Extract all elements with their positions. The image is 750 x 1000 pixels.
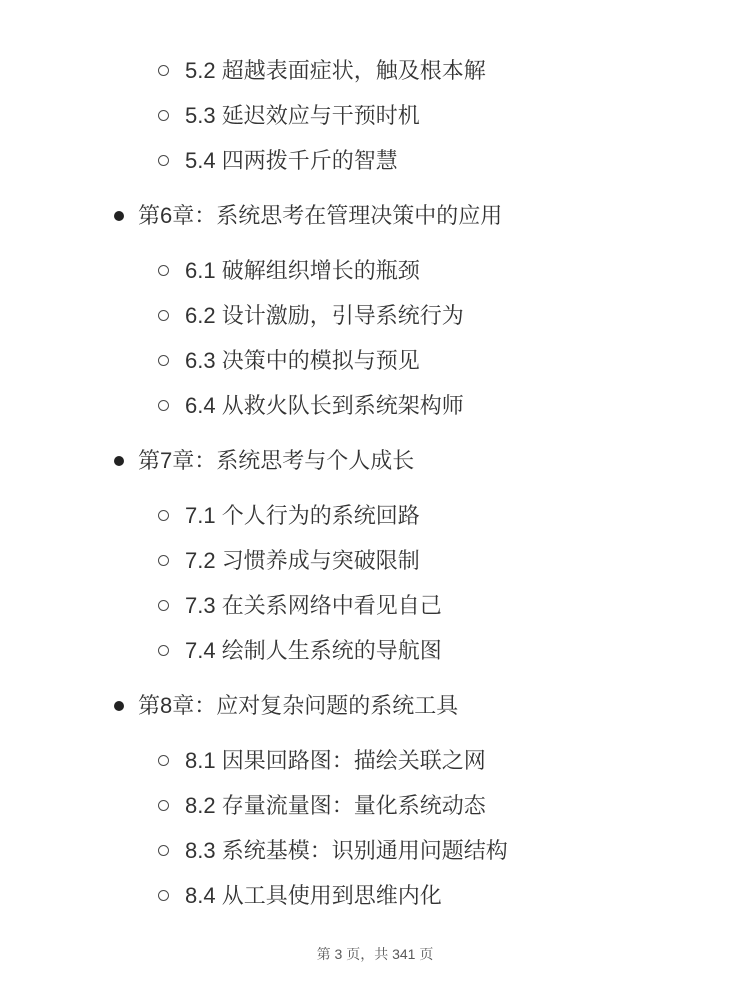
toc-section-label: 6.3 决策中的模拟与预见 <box>185 348 420 373</box>
toc-section-label: 7.3 在关系网络中看见自己 <box>185 593 442 618</box>
bullet-icon <box>114 701 124 711</box>
circle-bullet-icon <box>158 355 169 366</box>
toc-section-item <box>0 828 750 873</box>
toc-section-item <box>0 493 750 538</box>
circle-bullet-icon <box>158 110 169 121</box>
toc-chapter-label: 第8章：应对复杂问题的系统工具 <box>138 693 459 718</box>
circle-bullet-icon <box>158 890 169 901</box>
circle-bullet-icon <box>158 845 169 856</box>
circle-bullet-icon <box>158 65 169 76</box>
toc-section-label: 8.3 系统基模：识别通用问题结构 <box>185 838 508 863</box>
circle-bullet-icon <box>158 645 169 656</box>
toc-section-item <box>0 783 750 828</box>
circle-bullet-icon <box>158 155 169 166</box>
toc-section-item <box>0 738 750 783</box>
toc-section-label: 8.4 从工具使用到思维内化 <box>185 883 442 908</box>
toc-section-item <box>0 338 750 383</box>
circle-bullet-icon <box>158 755 169 766</box>
toc-section-item <box>0 293 750 338</box>
toc-section-item <box>0 583 750 628</box>
toc-chapter-label: 第7章：系统思考与个人成长 <box>138 448 415 473</box>
toc-section-label: 6.4 从救火队长到系统架构师 <box>185 393 464 418</box>
circle-bullet-icon <box>158 510 169 521</box>
toc-chapter-item <box>0 438 750 483</box>
toc-section-item <box>0 248 750 293</box>
toc-section-item <box>0 383 750 428</box>
circle-bullet-icon <box>158 400 169 411</box>
circle-bullet-icon <box>158 265 169 276</box>
toc-section-label: 5.4 四两拨千斤的智慧 <box>185 148 398 173</box>
toc-chapter-label: 第6章：系统思考在管理决策中的应用 <box>138 203 503 228</box>
toc-section-label: 7.4 绘制人生系统的导航图 <box>185 638 442 663</box>
bullet-icon <box>114 211 124 221</box>
toc-section-label: 7.2 习惯养成与突破限制 <box>185 548 420 573</box>
toc-section-label: 8.2 存量流量图：量化系统动态 <box>185 793 486 818</box>
toc-section-item <box>0 873 750 918</box>
toc-section-label: 5.2 超越表面症状，触及根本解 <box>185 58 486 83</box>
toc-section-item <box>0 628 750 673</box>
toc-chapter-item <box>0 683 750 728</box>
circle-bullet-icon <box>158 600 169 611</box>
toc-section-label: 8.1 因果回路图：描绘关联之网 <box>185 748 486 773</box>
circle-bullet-icon <box>158 310 169 321</box>
page-number-indicator: 第 3 页，共 341 页 <box>316 946 434 962</box>
toc-section-label: 7.1 个人行为的系统回路 <box>185 503 420 528</box>
toc-section-item <box>0 538 750 583</box>
circle-bullet-icon <box>158 800 169 811</box>
toc-section-item <box>0 138 750 183</box>
toc-section-label: 5.3 延迟效应与干预时机 <box>185 103 420 128</box>
circle-bullet-icon <box>158 555 169 566</box>
toc-section-item <box>0 48 750 93</box>
toc-section-item <box>0 93 750 138</box>
toc-section-label: 6.1 破解组织增长的瓶颈 <box>185 258 420 283</box>
toc-chapter-item <box>0 193 750 238</box>
toc-section-label: 6.2 设计激励，引导系统行为 <box>185 303 464 328</box>
bullet-icon <box>114 456 124 466</box>
